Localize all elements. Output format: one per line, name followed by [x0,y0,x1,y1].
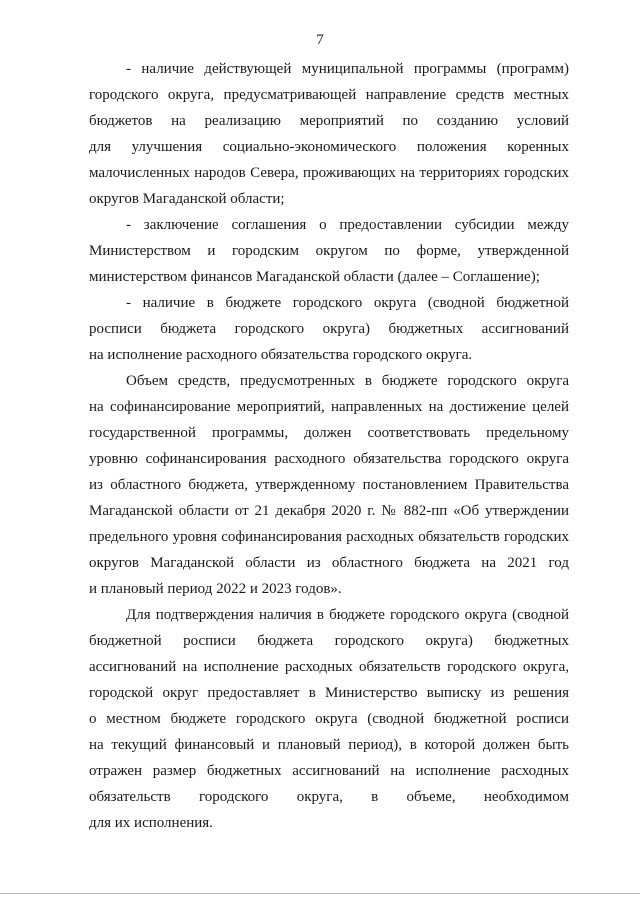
paragraph-line: для улучшения социально-экономического положения коренных [89,139,569,155]
paragraph-line: - наличие действующей муниципальной программы (программ) [126,61,569,77]
paragraph-line: обязательств городского округа, в объеме, необходимом [89,789,569,805]
page-number: 7 [316,32,324,48]
paragraph-line: городской округ предоставляет в Министерство выписку из решения [89,685,569,701]
paragraph-line: - наличие в бюджете городского округа (сводной бюджетной [126,295,569,311]
paragraph-line: на софинансирование мероприятий, направленных на достижение целей [89,399,569,415]
paragraph-line: на текущий финансовый и плановый период), в которой должен быть [89,737,569,753]
paragraph-line: и плановый период 2022 и 2023 годов». [89,581,342,597]
paragraph-line: отражен размер бюджетных ассигнований на исполнение расходных [89,763,569,779]
paragraph-line: уровню софинансирования расходного обязательства городского округа [89,451,569,467]
paragraph-line: предельного уровня софинансирования расходных обязательств городских [89,529,569,545]
paragraph-line: бюджетов на реализацию мероприятий по созданию условий [89,113,569,129]
paragraph-line: Для подтверждения наличия в бюджете городского округа (сводной [126,607,569,623]
page-bottom-edge [0,893,640,894]
paragraph-line: о местном бюджете городского округа (сводной бюджетной росписи [89,711,569,727]
paragraph-line: министерством финансов Магаданской области (далее – Соглашение); [89,269,540,285]
paragraph-line: городского округа, предусматривающей направление средств местных [89,87,569,103]
paragraph-line: для их исполнения. [89,815,213,831]
paragraph-line: бюджетной росписи бюджета городского округа) бюджетных [89,633,569,649]
paragraph-line: на исполнение расходного обязательства городского округа. [89,347,473,363]
paragraph-line: Объем средств, предусмотренных в бюджете городского округа [126,373,569,389]
paragraph-line: из областного бюджета, утвержденному постановлением Правительства [89,477,569,493]
paragraph-line: малочисленных народов Севера, проживающих на территориях городских [89,165,569,181]
paragraph-line: ассигнований на исполнение расходных обязательств городского округа, [89,659,569,675]
paragraph-line: округов Магаданской области; [89,191,285,207]
paragraph-line: государственной программы, должен соответствовать предельному [89,425,569,441]
paragraph-line: росписи бюджета городского округа) бюджетных ассигнований [89,321,569,337]
paragraph-line: Министерством и городским округом по форме, утвержденной [89,243,569,259]
paragraph-line: Магаданской области от 21 декабря 2020 г. № 882-пп «Об утверждении [89,503,569,519]
paragraph-line: - заключение соглашения о предоставлении субсидии между [126,217,569,233]
paragraph-line: округов Магаданской области из областного бюджета на 2021 год [89,555,569,571]
